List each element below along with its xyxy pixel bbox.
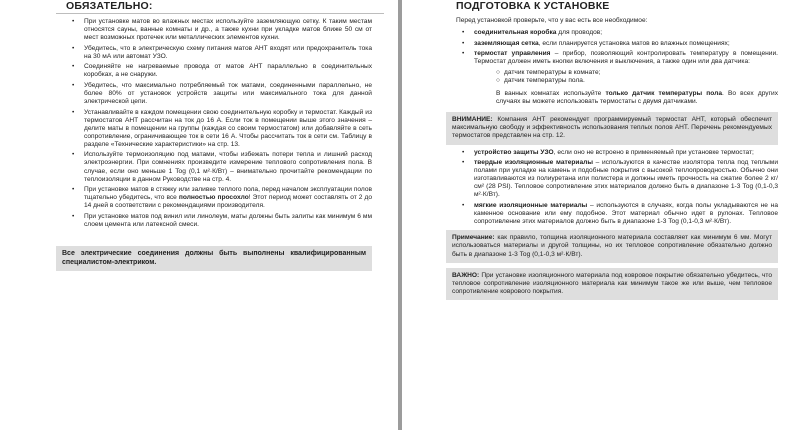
circle-bullet-icon: ○ [496, 68, 500, 76]
bold-run: устройство защиты УЗО [474, 148, 554, 156]
text-run: . Во всех других случаях вы можете использовать термостаты с двумя датчиками. [496, 89, 778, 105]
attention-callout [446, 112, 778, 145]
bold-run: термостат управления [474, 50, 551, 58]
circle-bullet-icon: ○ [496, 76, 500, 84]
bold-run: ВАЖНО: [452, 271, 480, 279]
bullet-icon: • [72, 151, 75, 159]
list-item-text [84, 186, 372, 209]
sensor-text: датчик температуры в комнате; [504, 68, 601, 76]
text-run: При установке изоляционного материала под ковровое покрытие обязательно убедитесь, что тепловое сопротивление изоляционного материала как минимум такое же или выше, чем тепловое сопротивление коврового покрытия. [452, 271, 772, 296]
bullet-icon: • [462, 39, 465, 47]
list-item-text: Убедитесь, что максимально потребляемый ток матами, соединенными параллельно, не более 80% от установок устройств защиты или максимального тока для данной электрической цепи. [84, 81, 372, 106]
list-item [66, 186, 372, 210]
list-item [66, 109, 372, 149]
bullet-icon: • [462, 159, 465, 167]
bullet-icon: • [462, 29, 465, 37]
text-run: В ванных комнатах используйте [496, 89, 606, 97]
electrician-callout: Все электрические соединения должны быть выполнены квалифицированным специалистом-электриком. [56, 246, 372, 271]
text-run: – используются в случаях, когда полы укладываются не на каменное основание или ему подобное. Этот материал обычно идет в рулонах. Тепловое сопротивление этих материалов должно быть в диапазоне 1-3 Tog (0,1-0,3 м²·К/Вт). [474, 201, 778, 226]
list-item [456, 202, 778, 226]
list-item [66, 63, 372, 79]
list-item-text: Устанавливайте в каждом помещении свою соединительную коробку и термостат. Каждый из термостатов АНТ рассчитан на ток до 16 А. Если ток в помещении выше этого значения – делите маты в помещении на группы (каждая со своим термостатом) или добавляйте в сеть сопротивление, ограничивающее ток в сети 16 А. Чтобы рассчитать ток в сети см. Таблицу в разделе «Технические характеристики» на стр. 13. [84, 108, 372, 148]
list-item [66, 18, 372, 42]
text-run: для проводов; [556, 29, 603, 37]
requirements-list [456, 29, 778, 66]
intro-text: Перед установкой проверьте, что у вас есть все необходимое: [456, 17, 648, 24]
list-item [496, 69, 778, 77]
text-run: – прибор, позволяющий контролировать температуру в помещении. Термостат должен иметь кнопки включения и выключения, а также один или два датчика: [474, 50, 778, 66]
sensor-text: датчик температуры пола. [504, 76, 585, 84]
page-left [0, 0, 398, 430]
bullet-icon: • [72, 108, 75, 116]
sensor-list [456, 69, 778, 85]
list-item-text: При установке матов во влажных местах используйте заземляющую сетку. К таким местам относятся сауны, ванные комнаты и др., а также кухни при укладке матов ближе 50 см от мест возможных протечек или металлических элементов кухни. [84, 18, 372, 42]
mandatory-list [66, 18, 372, 229]
bullet-icon: • [72, 18, 75, 25]
list-item [456, 40, 778, 48]
text-run: ! Этот период может составлять от 2 до 14 дней в соответствии с рекомендациями производителя. [84, 194, 373, 210]
list-item [456, 50, 778, 66]
requirements-list-continued [456, 149, 778, 227]
text-run: , если оно не встроено в применяемый при установке термостат; [553, 148, 754, 156]
bullet-icon: • [72, 81, 75, 89]
text-run: , если планируется установка матов во влажных помещениях; [538, 39, 730, 47]
bullet-icon: • [462, 148, 465, 156]
bullet-icon: • [72, 44, 75, 52]
important-callout [446, 268, 778, 301]
bold-run: ВНИМАНИЕ: [452, 116, 493, 124]
page-right [402, 0, 800, 430]
section-heading-mandatory: ОБЯЗАТЕЛЬНО: [66, 0, 372, 12]
list-item-text: Убедитесь, что в электрическую схему питания матов АНТ входят или предохранитель тока на 30 мА или автомат УЗО. [84, 44, 372, 60]
bullet-icon: • [72, 186, 75, 194]
section-heading-preparation: ПОДГОТОВКА К УСТАНОВКЕ [456, 0, 610, 12]
list-item [66, 151, 372, 183]
bold-run: твердые изоляционные материалы [474, 159, 593, 167]
list-item [496, 77, 778, 85]
list-item-text: При установке матов под винил или линолеум, маты должны быть залиты как минимум 6 мм слоем цемента или латексной смеси. [84, 212, 372, 228]
bullet-icon: • [462, 201, 465, 209]
list-item [456, 149, 778, 157]
list-item-text: Соединяйте не нагреваемые провода от матов АНТ параллельно в соединительных коробках, а не снаружи. [84, 63, 372, 79]
text-run: как правило, толщина изоляционного материала составляет как минимум 6 мм. Могут использоваться материалы и другой толщины, но их тепловое сопротивление обязательно должно быть в диапазоне 1-3 Tog (0,1-0,3 м²·К/Вт). [452, 234, 772, 258]
bold-run: соединительная коробка [474, 29, 557, 37]
list-item-text: Используйте термоизоляцию под матами, чтобы избежать потери тепла и лишний расход электроэнергии. При сомнениях произведите измерение теплового сопротивления пола. В случае, если оно меньше 1 Tog (0,1 м²·К/Вт) – внимательно прочитайте рекомендации по теплоизоляции в данном Руководстве на стр. 4. [84, 151, 372, 183]
list-item [456, 29, 778, 37]
list-item [66, 45, 372, 61]
text-run: – используются в качестве изолятора тепла под теплыми полами при укладке на камень и подобные покрытия с высокой теплопроводностью. Обычно они изготавливаются из полиуретана или полистера и должны иметь прочность на сжатие более 2 кг/см² (28 PSI). Тепловое сопротивление этих материалов должно быть в диапазоне 1-3 Tog (0,1-0,3 м²·К/Вт). [474, 159, 778, 199]
bold-run: мягкие изоляционные материалы [474, 201, 588, 209]
text-run: При установке матов в стяжку или заливке теплого пола, перед началом эксплуатации полов тщательно убедитесь, что все [84, 186, 372, 202]
bold-run: только датчик температуры пола [605, 89, 723, 97]
bullet-icon: • [72, 212, 75, 220]
bullet-icon: • [462, 50, 465, 58]
list-item [66, 82, 372, 106]
bold-run: заземляющая сетка [474, 39, 539, 47]
list-item [66, 213, 372, 229]
list-item [456, 159, 778, 199]
text-run: Компания АНТ рекомендует программируемый термостат АНТ, который обеспечит максимальную свободу и эффективность использования теплых полов АНТ. Перечень рекомендуемых термостатов представлен на стр. 12. [452, 116, 772, 140]
note-callout [446, 230, 778, 263]
bullet-icon: • [72, 63, 75, 71]
bold-run: полностью просохло [178, 194, 249, 202]
bold-run: Примечание: [452, 234, 495, 242]
bathroom-note [456, 90, 778, 106]
